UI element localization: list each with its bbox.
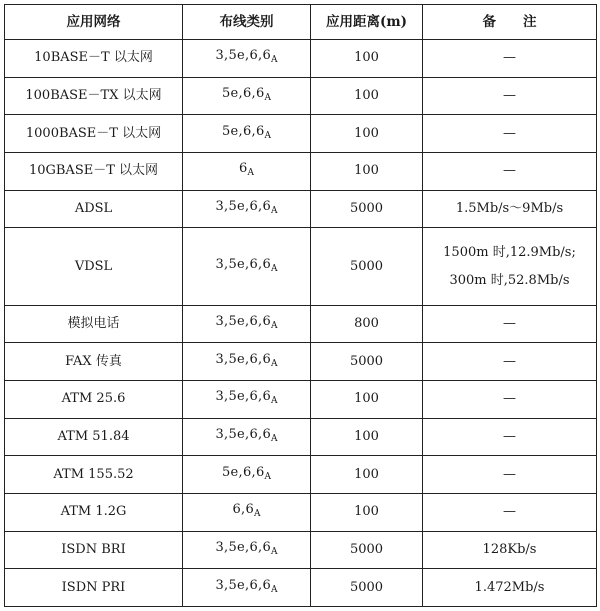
header-row bbox=[5, 5, 597, 40]
cabling-categories: 3,5e,6,6 bbox=[215, 389, 272, 405]
cell-distance: 5000 bbox=[311, 343, 423, 381]
remark-line: — bbox=[503, 391, 516, 407]
table-row bbox=[5, 494, 597, 532]
cell-distance: 5000 bbox=[311, 190, 423, 228]
cabling-subscript: A bbox=[271, 358, 278, 369]
cell-distance: 100 bbox=[311, 152, 423, 190]
table-row bbox=[5, 381, 597, 419]
header-cabling: 布线类别 bbox=[183, 5, 311, 40]
cell-network: ATM 51.84 bbox=[5, 418, 183, 456]
cell-network: ATM 155.52 bbox=[5, 456, 183, 494]
cell-network: 模拟电话 bbox=[5, 305, 183, 343]
cell-network: 10BASE－T 以太网 bbox=[5, 40, 183, 78]
cabling-categories: 3,5e,6,6 bbox=[215, 351, 272, 367]
cell-distance: 5000 bbox=[311, 531, 423, 569]
cell-remark bbox=[423, 494, 597, 532]
table-row bbox=[5, 40, 597, 78]
cell-network: ATM 1.2G bbox=[5, 494, 183, 532]
cell-network: 10GBASE－T 以太网 bbox=[5, 152, 183, 190]
remark-line: 1500m 时,12.9Mb/s; bbox=[443, 244, 576, 260]
cell-network: ISDN BRI bbox=[5, 531, 183, 569]
cabling-subscript: A bbox=[264, 92, 272, 103]
cell-remark bbox=[423, 418, 597, 456]
cell-remark bbox=[423, 40, 597, 78]
cell-network: ATM 25.6 bbox=[5, 381, 183, 419]
cabling-categories: 3,5e,6,6 bbox=[215, 427, 272, 443]
cell-cabling bbox=[183, 115, 311, 153]
cabling-categories: 3,5e,6,6 bbox=[215, 256, 272, 272]
remark-line: 300m 时,52.8Mb/s bbox=[449, 272, 570, 288]
table-row bbox=[5, 569, 597, 607]
table-row bbox=[5, 115, 597, 153]
cabling-subscript: A bbox=[271, 263, 278, 274]
remark-line: — bbox=[503, 504, 516, 520]
cell-network: 100BASE－TX 以太网 bbox=[5, 77, 183, 115]
cell-distance: 100 bbox=[311, 77, 423, 115]
cell-cabling bbox=[183, 152, 311, 190]
cell-remark bbox=[423, 152, 597, 190]
remark-line: — bbox=[503, 466, 516, 482]
cell-cabling bbox=[183, 305, 311, 343]
cell-cabling bbox=[183, 418, 311, 456]
cell-distance: 100 bbox=[311, 381, 423, 419]
cell-remark bbox=[423, 305, 597, 343]
table-row bbox=[5, 456, 597, 494]
cell-cabling bbox=[183, 569, 311, 607]
cell-remark bbox=[423, 531, 597, 569]
remark-line: — bbox=[503, 316, 516, 332]
cell-distance: 800 bbox=[311, 305, 423, 343]
cell-cabling bbox=[183, 190, 311, 228]
cell-remark bbox=[423, 569, 597, 607]
cell-distance: 100 bbox=[311, 418, 423, 456]
cabling-categories: 6,6 bbox=[232, 502, 255, 518]
cabling-subscript: A bbox=[271, 434, 278, 445]
remark-line: — bbox=[503, 87, 516, 103]
cell-cabling bbox=[183, 40, 311, 78]
remark-line: — bbox=[503, 353, 516, 369]
cabling-subscript: A bbox=[264, 130, 272, 141]
cell-cabling bbox=[183, 456, 311, 494]
cell-remark bbox=[423, 77, 597, 115]
cabling-subscript: A bbox=[271, 547, 278, 557]
cell-remark bbox=[423, 190, 597, 228]
cell-distance: 100 bbox=[311, 494, 423, 532]
cabling-subscript: A bbox=[264, 471, 272, 482]
header-remark: 备 注 bbox=[423, 5, 597, 40]
table-body bbox=[5, 40, 597, 607]
header-distance: 应用距离(m) bbox=[311, 5, 423, 40]
table-row bbox=[5, 77, 597, 115]
cell-remark bbox=[423, 115, 597, 153]
remark-line: — bbox=[503, 163, 516, 179]
table-row bbox=[5, 152, 597, 190]
cell-cabling bbox=[183, 228, 311, 305]
remark-line: 128Kb/s bbox=[482, 542, 537, 557]
cell-cabling bbox=[183, 77, 311, 115]
cell-distance: 5000 bbox=[311, 228, 423, 305]
cell-cabling bbox=[183, 494, 311, 532]
cell-distance: 100 bbox=[311, 115, 423, 153]
cell-network: ADSL bbox=[5, 190, 183, 228]
cell-cabling bbox=[183, 531, 311, 569]
cabling-subscript: A bbox=[254, 509, 261, 520]
cabling-categories: 3,5e,6,6 bbox=[215, 48, 272, 64]
remark-line: — bbox=[503, 50, 516, 66]
cabling-subscript: A bbox=[271, 396, 278, 407]
cabling-categories: 5e,6,6 bbox=[221, 85, 265, 101]
table-row bbox=[5, 343, 597, 381]
cell-remark bbox=[423, 228, 597, 305]
cabling-categories: 6 bbox=[238, 161, 248, 177]
cell-network: 1000BASE－T 以太网 bbox=[5, 115, 183, 153]
cell-cabling bbox=[183, 381, 311, 419]
cell-distance: 100 bbox=[311, 456, 423, 494]
cabling-application-table bbox=[4, 4, 597, 607]
cell-cabling bbox=[183, 343, 311, 381]
remark-line: 1.472Mb/s bbox=[474, 579, 545, 595]
table-row bbox=[5, 531, 597, 569]
cell-remark bbox=[423, 381, 597, 419]
cabling-categories: 3,5e,6,6 bbox=[215, 314, 272, 330]
header-network: 应用网络 bbox=[5, 5, 183, 40]
cabling-subscript: A bbox=[271, 55, 278, 66]
cabling-subscript: A bbox=[271, 584, 278, 595]
cabling-categories: 5e,6,6 bbox=[221, 123, 265, 139]
cabling-categories: 3,5e,6,6 bbox=[215, 540, 272, 555]
cabling-categories: 5e,6,6 bbox=[221, 464, 265, 480]
cell-network: FAX 传真 bbox=[5, 343, 183, 381]
table-row bbox=[5, 418, 597, 456]
remark-line: 1.5Mb/s～9Mb/s bbox=[455, 200, 564, 216]
table-row bbox=[5, 305, 597, 343]
cell-network: ISDN PRI bbox=[5, 569, 183, 607]
cabling-categories: 3,5e,6,6 bbox=[215, 577, 272, 593]
cabling-subscript: A bbox=[271, 321, 278, 332]
cell-remark bbox=[423, 343, 597, 381]
cabling-subscript: A bbox=[247, 168, 255, 179]
cell-network: VDSL bbox=[5, 228, 183, 305]
remark-line: — bbox=[503, 429, 516, 445]
cell-distance: 100 bbox=[311, 40, 423, 78]
cell-distance: 5000 bbox=[311, 569, 423, 607]
cabling-subscript: A bbox=[271, 205, 278, 216]
remark-line: — bbox=[503, 125, 516, 141]
table-row bbox=[5, 228, 597, 305]
cell-remark bbox=[423, 456, 597, 494]
cabling-categories: 3,5e,6,6 bbox=[215, 198, 272, 214]
table-row bbox=[5, 190, 597, 228]
